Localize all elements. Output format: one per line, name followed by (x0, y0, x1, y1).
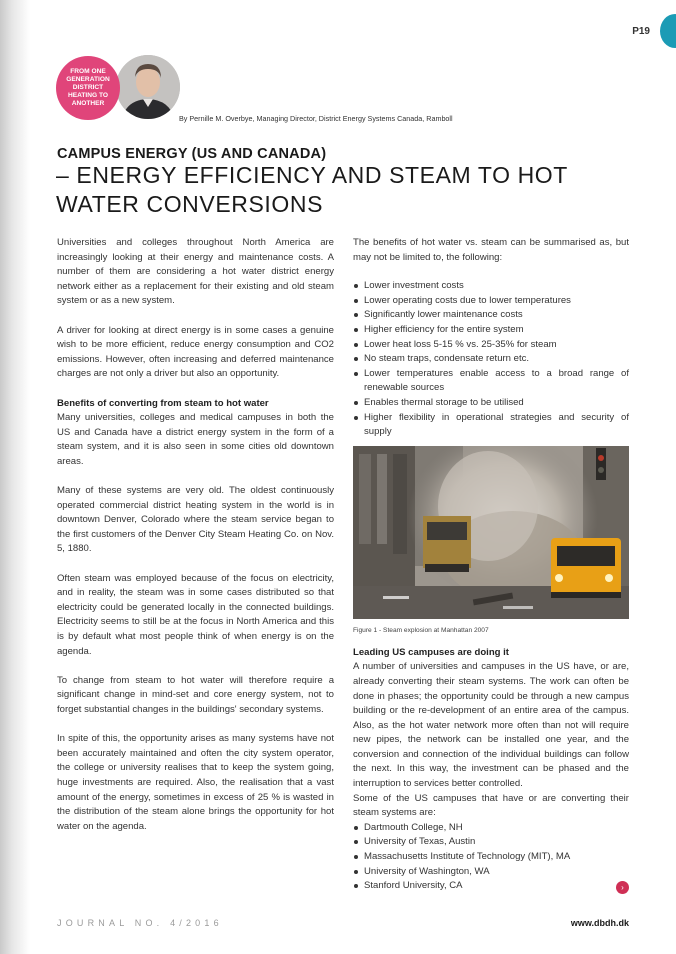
page-corner-tab (660, 14, 676, 48)
journal-issue: JOURNAL NO. 4/2016 (57, 918, 223, 928)
paragraph: A number of universities and campuses in the US have, or are, already converting their steam systems. The work can often be done in phases; the opportunity could be through a new campus building or the re-development of an entire area of the campus. Also, as the hot water network more often than not will require new pipes, the network can be installed one year, and the conversion and connection of the individual buildings can follow the next. In this way, the investment can be phased and the interruption to services better controlled. (353, 661, 629, 790)
article-kicker: CAMPUS ENERGY (US AND CANADA) (57, 146, 327, 162)
list-item: No steam traps, condensate return etc. (353, 352, 629, 367)
author-portrait-image (116, 55, 180, 119)
author-byline: By Pernille M. Overbye, Managing Director, District Energy Systems Canada, Ramboll (179, 114, 453, 123)
list-item: Lower operating costs due to lower temperatures (353, 294, 629, 309)
campus-list (353, 821, 629, 894)
paragraph: Universities and colleges throughout North America are increasingly looking at their energy and maintenance costs. A number of them are considering a hot water district energy network either as a replacement for their existing and old steam system or as a new system. (57, 237, 334, 307)
paragraph: Some of the US campuses that have or are converting their steam systems are: (353, 792, 629, 819)
list-item: Lower temperatures enable access to a broad range of renewable sources (353, 367, 629, 396)
author-portrait (116, 55, 180, 119)
list-item: Higher flexibility in operational strategies and security of supply (353, 411, 629, 440)
right-column (353, 236, 629, 900)
figure-caption: Figure 1 - Steam explosion at Manhattan 2007 (353, 626, 489, 634)
list-item: Higher efficiency for the entire system (353, 323, 629, 338)
section-heading: Leading US campuses are doing it (353, 646, 509, 658)
list-item: Enables thermal storage to be utilised (353, 396, 629, 411)
paragraph: Many universities, colleges and medical campuses in both the US and Canada have a district energy system in the form of a steam system, and it is also seen in some cities old downtown areas. (57, 412, 334, 467)
section-heading: Benefits of converting from steam to hot water (57, 397, 269, 409)
list-item: University of Washington, WA (353, 865, 629, 880)
paragraph: Many of these systems are very old. The oldest continuously operated commercial district heating system in the world is in downtown Denver, Colorado where the steam service began to the first customers of the Denver City Steam Heating Co. on Nov. 5, 1880. (57, 485, 334, 555)
paragraph: The benefits of hot water vs. steam can be summarised as, but may not be limited to, the following: (353, 237, 629, 263)
steam-explosion-photo (353, 446, 629, 619)
list-item: Significantly lower maintenance costs (353, 308, 629, 323)
list-item: Dartmouth College, NH (353, 821, 629, 836)
article-headline: – ENERGY EFFICIENCY AND STEAM TO HOT WATER CONVERSIONS (56, 162, 568, 217)
list-item: University of Texas, Austin (353, 835, 629, 850)
page-edge-shadow (0, 0, 30, 954)
list-item: Lower investment costs (353, 279, 629, 294)
steam-explosion-image (353, 446, 629, 619)
page-number: P19 (632, 26, 650, 37)
list-item: Stanford University, CA (353, 879, 629, 894)
list-item: Lower heat loss 5-15 % vs. 25-35% for steam (353, 338, 629, 353)
benefits-list (353, 279, 629, 440)
paragraph: To change from steam to hot water will therefore require a significant change in mind-set and core energy system, not to forget substantial changes in the buildings' secondary systems. (57, 674, 334, 715)
website-link[interactable]: www.dbdh.dk (570, 918, 629, 928)
left-column (57, 236, 334, 834)
paragraph: A driver for looking at direct energy is in some cases a genuine wish to be more efficient, reduce energy consumption and CO2 emissions. However, often increasing and deferred maintenance charges are not only a driver but also an opportunity. (57, 324, 334, 380)
paragraph: In spite of this, the opportunity arises as many systems have not been accurately maintained and often the city system operator, the college or university realises that to keep the system going, huge investments are required. Also, the realisation that a vast amount of the energy, sometimes in excess of 25 % is wasted in the distribution of the steam alone brings the opportunity for hot water on the agenda. (57, 733, 334, 832)
series-badge-text: FROM ONE GENERATION DISTRICT HEATING TO ANOTHER (66, 68, 110, 107)
list-item: Massachusetts Institute of Technology (MIT), MA (353, 850, 629, 865)
paragraph: Often steam was employed because of the focus on electricity, and in reality, the steam was in some cases distributed so that electricity could be generated locally in the connected buildings. Electricity seems to still be at the focus in North America and this is by default what most people think of when energy is on the agenda. (57, 572, 334, 657)
continue-arrow-icon[interactable]: › (616, 881, 629, 894)
series-badge (56, 56, 120, 120)
